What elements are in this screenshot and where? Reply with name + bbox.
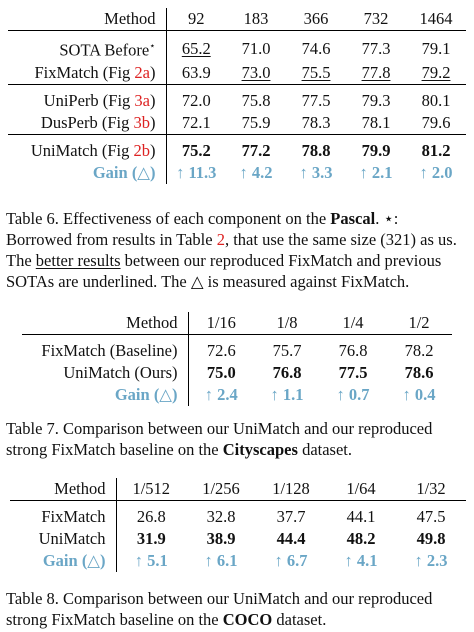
table-row	[8, 90, 466, 112]
value-cell: 79.9	[361, 140, 391, 160]
value-cell: 49.8	[416, 529, 446, 548]
gain-row	[22, 384, 452, 406]
value-cell: 72.0	[166, 90, 226, 112]
table-ref-link[interactable]: 2	[216, 230, 225, 249]
value-cell: 71.0	[241, 38, 271, 58]
value-cell: 48.2	[346, 529, 376, 548]
value-cell: 32.8	[206, 507, 236, 526]
value-cell: 73.0	[241, 62, 271, 82]
method-cell: DusPerb (Fig 3b)	[40, 112, 156, 132]
value-cell: 75.0	[188, 362, 254, 384]
value-cell: 72.6	[188, 340, 254, 362]
method-cell: SOTA Before⋆	[59, 40, 156, 60]
header-cell: Method	[54, 479, 106, 498]
table-7-header-row	[22, 312, 452, 335]
value-cell: 79.6	[421, 112, 451, 132]
gain-cell: ↑ 3.3	[299, 162, 333, 182]
method-cell: UniMatch (Fig 2b)	[30, 140, 156, 160]
table-8-caption: Table 8. Comparison between our UniMatch and our reproduced strong FixMatch baseline on the COCO dataset.	[6, 589, 433, 629]
gain-cell: ↑ 6.1	[204, 551, 238, 570]
figure-ref-link[interactable]: 2b	[133, 140, 150, 160]
header-cell: 183	[243, 9, 269, 28]
value-cell: 38.9	[206, 529, 236, 548]
value-cell: 75.7	[272, 341, 302, 360]
value-cell: 74.6	[301, 38, 331, 58]
gain-cell: ↑ 6.7	[274, 551, 308, 570]
header-cell: 1/512	[116, 478, 186, 501]
figure-ref-link[interactable]: 3b	[133, 112, 150, 132]
gain-cell: ↑ 5.1	[116, 550, 186, 572]
value-cell: 78.6	[404, 363, 434, 382]
table-7-container	[0, 312, 474, 406]
value-cell: 37.7	[276, 507, 306, 526]
gain-cell: ↑ 2.3	[414, 551, 448, 570]
table-row	[8, 36, 466, 62]
table-8-container	[0, 478, 474, 572]
table-row	[8, 140, 466, 162]
header-cell: 1/4	[342, 313, 364, 332]
gain-cell: ↑ 4.1	[344, 551, 378, 570]
table-7	[22, 312, 452, 406]
method-cell: UniMatch (Ours)	[63, 363, 178, 382]
header-cell: 1/2	[408, 313, 430, 332]
value-cell: 77.5	[301, 90, 331, 110]
header-cell: 1/16	[188, 312, 254, 335]
method-cell: UniPerb (Fig 3a)	[43, 90, 156, 110]
table-row	[10, 528, 466, 550]
gain-label: Gain (△)	[42, 551, 106, 570]
value-cell: 79.1	[421, 38, 451, 58]
value-cell: 77.3	[361, 38, 391, 58]
gain-row	[10, 550, 466, 572]
value-cell: 75.8	[241, 90, 271, 110]
value-cell: 26.8	[116, 506, 186, 528]
value-cell: 78.1	[361, 112, 391, 132]
header-cell: 1/32	[416, 479, 446, 498]
header-cell: 366	[303, 9, 329, 28]
header-cell: Method	[104, 9, 156, 28]
gain-cell: ↑ 2.1	[359, 162, 393, 182]
value-cell: 76.8	[338, 341, 368, 360]
value-cell: 81.2	[421, 140, 451, 160]
method-cell: FixMatch (Fig 2a)	[34, 62, 156, 82]
value-cell: 31.9	[116, 528, 186, 550]
table-8-header-row	[10, 478, 466, 501]
method-cell: UniMatch	[38, 529, 106, 548]
header-cell: 1/64	[346, 479, 376, 498]
table-row	[8, 62, 466, 85]
method-cell: FixMatch	[41, 507, 106, 526]
header-cell: 1464	[419, 9, 453, 28]
value-cell: 78.8	[301, 140, 331, 160]
value-cell: 78.3	[301, 112, 331, 132]
value-cell: 75.2	[166, 140, 226, 162]
header-cell: Method	[126, 313, 178, 332]
value-cell: 63.9	[166, 62, 226, 85]
table-row	[8, 112, 466, 135]
gain-cell: ↑ 2.0	[419, 162, 453, 182]
gain-row	[8, 162, 466, 184]
gain-cell: ↑ 4.2	[239, 162, 273, 182]
table-row	[22, 362, 452, 384]
gain-cell: ↑ 1.1	[270, 385, 304, 404]
value-cell: 47.5	[416, 507, 446, 526]
figure-ref-link[interactable]: 2a	[134, 62, 150, 82]
value-cell: 72.1	[166, 112, 226, 135]
value-cell: 44.1	[346, 507, 376, 526]
table-6-caption: Table 6. Effectiveness of each component on the Pascal. ⋆: Borrowed from results in Table 2, that use the same size (321) as us. The better results between our reproduced FixMatch and previous SOTAs are underlined. The △ is measured against FixMatch.	[6, 209, 457, 291]
gain-cell: ↑ 0.7	[336, 385, 370, 404]
gain-cell: ↑ 0.4	[402, 385, 436, 404]
header-cell: 1/8	[276, 313, 298, 332]
value-cell: 79.3	[361, 90, 391, 110]
value-cell: 75.5	[301, 62, 331, 82]
table-7-caption: Table 7. Comparison between our UniMatch and our reproduced strong FixMatch baseline on the Cityscapes dataset.	[6, 419, 433, 459]
gain-label: Gain (△)	[114, 385, 178, 404]
figure-ref-link[interactable]: 3a	[134, 90, 150, 110]
value-cell: 77.2	[241, 140, 271, 160]
header-cell: 92	[166, 8, 226, 31]
table-row	[10, 506, 466, 528]
value-cell: 79.2	[421, 62, 451, 82]
value-cell: 77.5	[338, 363, 368, 382]
value-cell: 75.9	[241, 112, 271, 132]
value-cell: 44.4	[276, 529, 306, 548]
table-row	[22, 340, 452, 362]
table-6	[8, 8, 466, 184]
table-6-container	[0, 8, 474, 184]
gain-label: Gain (△)	[92, 162, 156, 182]
value-cell: 77.8	[361, 62, 391, 82]
header-cell: 1/256	[202, 479, 240, 498]
gain-cell: ↑ 11.3	[166, 162, 226, 184]
value-cell: 76.8	[272, 363, 302, 382]
gain-cell: ↑ 2.4	[188, 384, 254, 406]
value-cell: 65.2	[181, 38, 211, 58]
value-cell: 78.2	[404, 341, 434, 360]
method-cell: FixMatch (Baseline)	[41, 341, 178, 360]
table-6-header-row	[8, 8, 466, 31]
header-cell: 1/128	[272, 479, 310, 498]
value-cell: 80.1	[421, 90, 451, 110]
table-8	[10, 478, 466, 572]
header-cell: 732	[363, 9, 389, 28]
